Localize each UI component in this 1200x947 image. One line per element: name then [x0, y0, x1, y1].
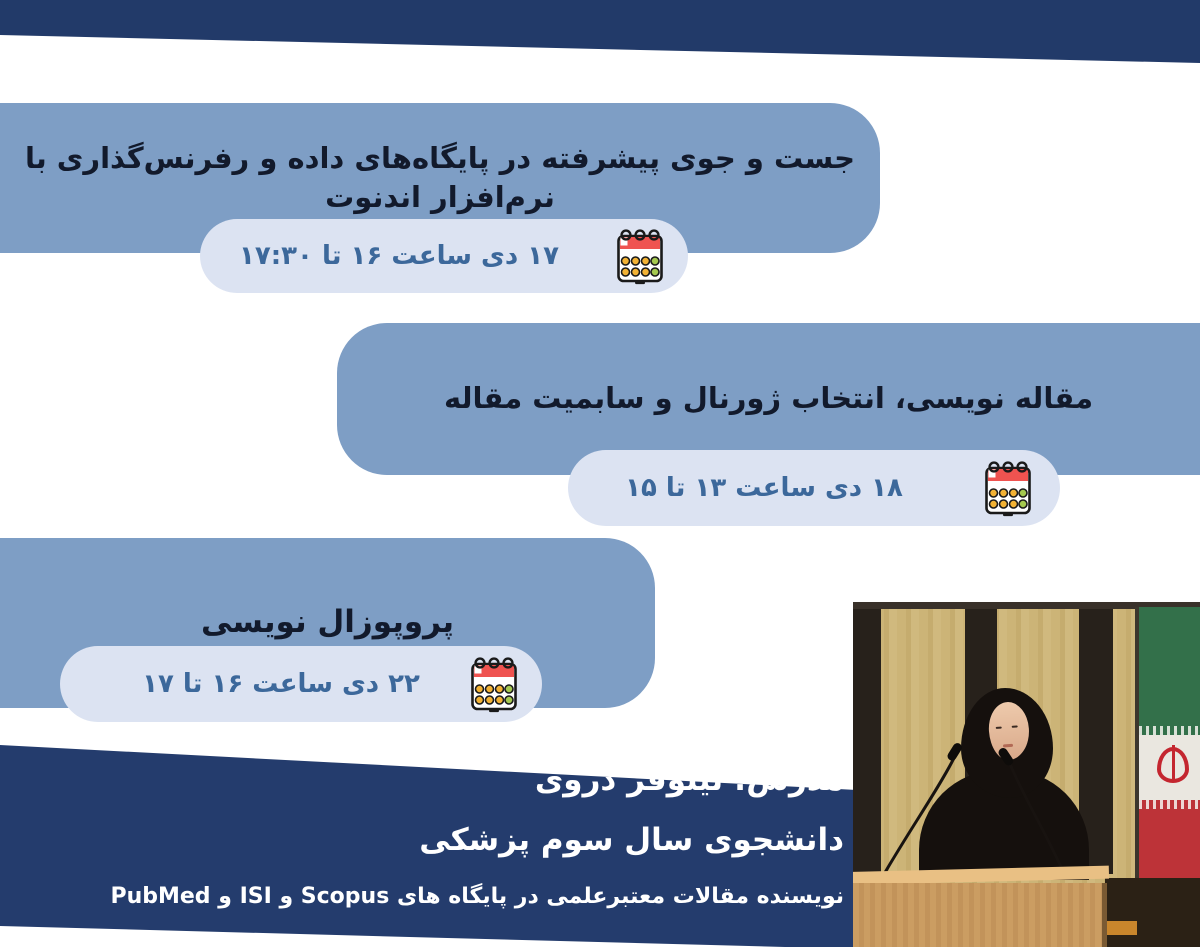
session-title: پروپوزال نویسی	[200, 604, 455, 641]
podium	[853, 883, 1107, 947]
calendar-icon	[984, 459, 1032, 517]
calendar-icon	[616, 227, 664, 285]
top-navy-band	[0, 0, 1200, 63]
session-date: ۱۸ دی ساعت ۱۳ تا ۱۵	[625, 473, 903, 503]
speaker-photo	[853, 602, 1200, 947]
session-date-pill	[200, 219, 688, 293]
session-title: جست و جوی پیشرفته در پایگاه‌های داده و رفرنس‌گذاری با نرم‌افزار اندنوت	[24, 140, 856, 214]
session-date-pill	[568, 450, 1060, 526]
calendar-icon	[470, 655, 518, 713]
instructor-credentials: نویسنده مقالات معتبرعلمی در پایگاه های Scopus و ISI و PubMed	[110, 884, 844, 909]
instructor-role: دانشجوی سال سوم پزشکی	[419, 822, 844, 858]
session-date: ۲۲ دی ساعت ۱۶ تا ۱۷	[142, 669, 420, 699]
instructor-name: مدرس: نیلوفر دروی	[534, 762, 844, 798]
session-date: ۱۷ دی ساعت ۱۶ تا ۱۷:۳۰	[239, 241, 559, 271]
session-date-pill	[60, 646, 542, 722]
session-title: مقاله نویسی، انتخاب ژورنال و سابمیت مقاله	[443, 381, 1094, 416]
